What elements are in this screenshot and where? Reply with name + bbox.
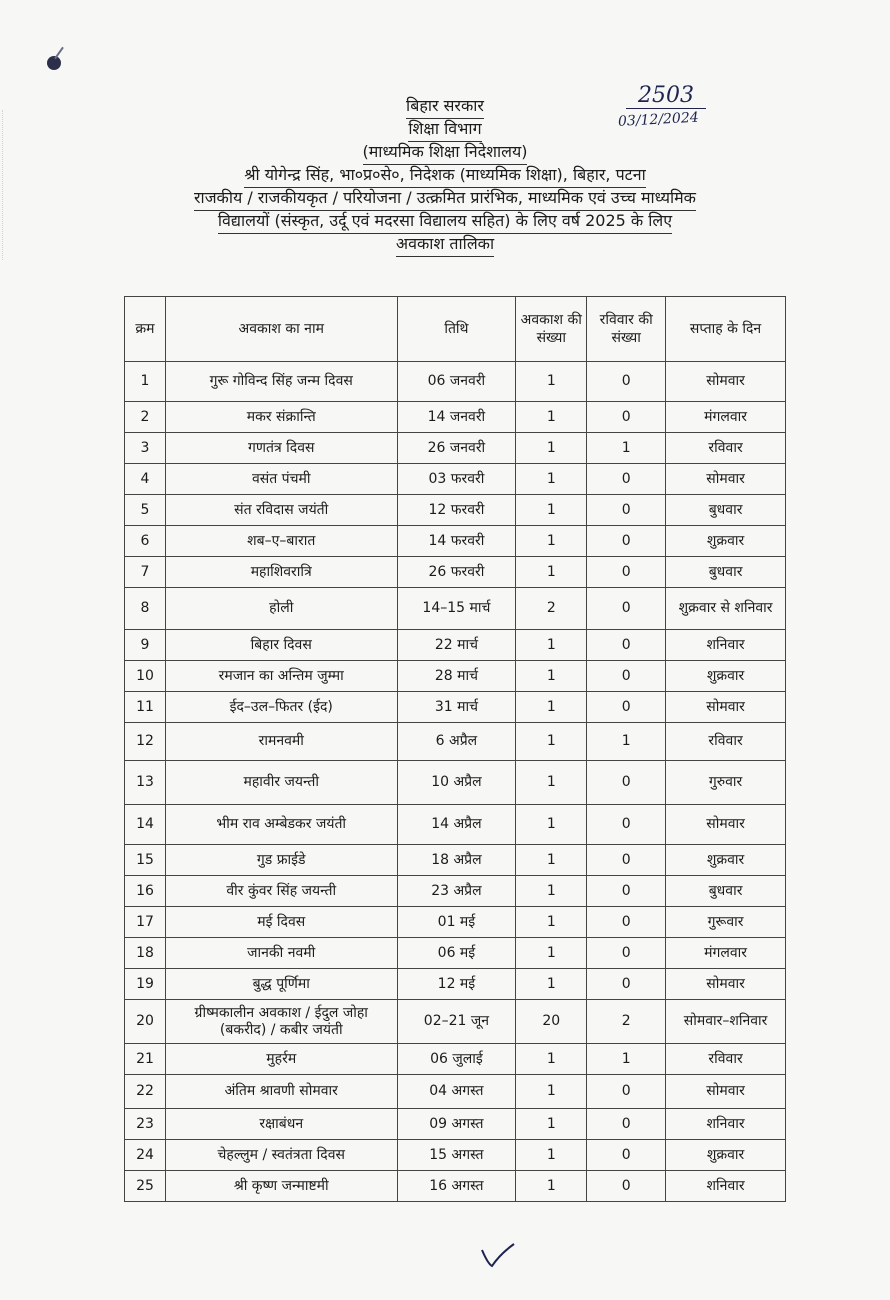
cell-weekday: शुक्रवार — [666, 526, 786, 557]
cell-sunday-count: 0 — [587, 495, 666, 526]
cell-sno: 20 — [125, 1000, 166, 1044]
cell-weekday: शुक्रवार से शनिवार — [666, 588, 786, 630]
cell-sunday-count: 0 — [587, 526, 666, 557]
cell-days-count: 1 — [516, 907, 587, 938]
cell-days-count: 1 — [516, 433, 587, 464]
cell-sno: 1 — [125, 362, 166, 402]
column-header-sundays: रविवार की संख्या — [587, 297, 666, 362]
cell-holiday-name: मुहर्रम — [165, 1044, 397, 1075]
cell-weekday: सोमवार — [666, 362, 786, 402]
cell-sunday-count: 0 — [587, 692, 666, 723]
cell-sunday-count: 1 — [587, 433, 666, 464]
cell-date: 22 मार्च — [397, 630, 516, 661]
table-row — [125, 907, 786, 938]
table-body — [125, 362, 786, 1202]
cell-weekday: शुक्रवार — [666, 845, 786, 876]
cell-sunday-count: 0 — [587, 761, 666, 805]
cell-date: 14–15 मार्च — [397, 588, 516, 630]
cell-holiday-name: अंतिम श्रावणी सोमवार — [165, 1075, 397, 1109]
cell-weekday: सोमवार — [666, 1075, 786, 1109]
cell-sunday-count: 0 — [587, 362, 666, 402]
table-row — [125, 1044, 786, 1075]
cell-days-count: 1 — [516, 1044, 587, 1075]
cell-date: 06 मई — [397, 938, 516, 969]
cell-date: 31 मार्च — [397, 692, 516, 723]
cell-sno: 23 — [125, 1109, 166, 1140]
table-row — [125, 723, 786, 761]
cell-sunday-count: 0 — [587, 969, 666, 1000]
cell-holiday-name: महाशिवरात्रि — [165, 557, 397, 588]
cell-date: 01 मई — [397, 907, 516, 938]
cell-holiday-name: रक्षाबंधन — [165, 1109, 397, 1140]
cell-holiday-name: वसंत पंचमी — [165, 464, 397, 495]
cell-sunday-count: 0 — [587, 876, 666, 907]
cell-sunday-count: 0 — [587, 1109, 666, 1140]
cell-weekday: रविवार — [666, 433, 786, 464]
table-row — [125, 692, 786, 723]
table-row — [125, 876, 786, 907]
cell-sunday-count: 0 — [587, 402, 666, 433]
cell-sno: 18 — [125, 938, 166, 969]
column-header-days: अवकाश की संख्या — [516, 297, 587, 362]
cell-days-count: 1 — [516, 402, 587, 433]
cell-holiday-name: संत रविदास जयंती — [165, 495, 397, 526]
cell-date: 03 फरवरी — [397, 464, 516, 495]
cell-days-count: 1 — [516, 362, 587, 402]
cell-date: 6 अप्रैल — [397, 723, 516, 761]
table-row — [125, 495, 786, 526]
cell-sno: 22 — [125, 1075, 166, 1109]
cell-days-count: 1 — [516, 661, 587, 692]
document-header — [0, 95, 890, 256]
cell-sno: 19 — [125, 969, 166, 1000]
cell-date: 02–21 जून — [397, 1000, 516, 1044]
cell-days-count: 1 — [516, 557, 587, 588]
subject-line-3: अवकाश तालिका — [396, 233, 494, 257]
cell-weekday: बुधवार — [666, 495, 786, 526]
cell-days-count: 20 — [516, 1000, 587, 1044]
cell-weekday: सोमवार–शनिवार — [666, 1000, 786, 1044]
cell-date: 16 अगस्त — [397, 1171, 516, 1202]
table-row — [125, 1171, 786, 1202]
cell-sunday-count: 0 — [587, 1171, 666, 1202]
officer-line: श्री योगेन्द्र सिंह, भा०प्र०से०, निदेशक (माध्यमिक शिक्षा), बिहार, पटना — [244, 164, 646, 188]
cell-holiday-name: बुद्ध पूर्णिमा — [165, 969, 397, 1000]
cell-sno: 24 — [125, 1140, 166, 1171]
cell-days-count: 1 — [516, 805, 587, 845]
cell-date: 14 अप्रैल — [397, 805, 516, 845]
table-row — [125, 938, 786, 969]
table-row — [125, 845, 786, 876]
cell-sno: 16 — [125, 876, 166, 907]
cell-holiday-name: गुड फ्राईडे — [165, 845, 397, 876]
cell-weekday: शनिवार — [666, 630, 786, 661]
column-header-date: तिथि — [397, 297, 516, 362]
cell-sno: 17 — [125, 907, 166, 938]
table-row — [125, 1075, 786, 1109]
cell-date: 28 मार्च — [397, 661, 516, 692]
table-row — [125, 969, 786, 1000]
table-row — [125, 761, 786, 805]
cell-sunday-count: 0 — [587, 630, 666, 661]
cell-days-count: 1 — [516, 630, 587, 661]
table-row — [125, 805, 786, 845]
cell-sunday-count: 1 — [587, 1044, 666, 1075]
department-title: शिक्षा विभाग — [408, 118, 481, 142]
cell-weekday: सोमवार — [666, 969, 786, 1000]
cell-days-count: 1 — [516, 969, 587, 1000]
cell-date: 18 अप्रैल — [397, 845, 516, 876]
cell-date: 14 फरवरी — [397, 526, 516, 557]
table-row — [125, 1109, 786, 1140]
cell-sunday-count: 0 — [587, 661, 666, 692]
table-row — [125, 402, 786, 433]
cell-sno: 11 — [125, 692, 166, 723]
checkmark-icon — [478, 1240, 518, 1270]
cell-sunday-count: 0 — [587, 845, 666, 876]
cell-days-count: 1 — [516, 526, 587, 557]
cell-days-count: 1 — [516, 1109, 587, 1140]
cell-sunday-count: 0 — [587, 805, 666, 845]
government-title: बिहार सरकार — [406, 95, 484, 119]
column-header-sno: क्रम — [125, 297, 166, 362]
cell-weekday: शनिवार — [666, 1109, 786, 1140]
cell-days-count: 1 — [516, 761, 587, 805]
cell-sno: 14 — [125, 805, 166, 845]
cell-holiday-name: चेहल्लुम / स्वतंत्रता दिवस — [165, 1140, 397, 1171]
table-row — [125, 464, 786, 495]
cell-weekday: शनिवार — [666, 1171, 786, 1202]
cell-sno: 13 — [125, 761, 166, 805]
cell-sno: 9 — [125, 630, 166, 661]
cell-date: 15 अगस्त — [397, 1140, 516, 1171]
cell-sunday-count: 0 — [587, 938, 666, 969]
cell-days-count: 1 — [516, 692, 587, 723]
cell-sunday-count: 0 — [587, 464, 666, 495]
cell-date: 10 अप्रैल — [397, 761, 516, 805]
cell-holiday-name: महावीर जयन्ती — [165, 761, 397, 805]
cell-holiday-name: भीम राव अम्बेडकर जयंती — [165, 805, 397, 845]
table-row — [125, 1140, 786, 1171]
cell-holiday-name: जानकी नवमी — [165, 938, 397, 969]
cell-sno: 4 — [125, 464, 166, 495]
cell-days-count: 1 — [516, 1140, 587, 1171]
table-row — [125, 661, 786, 692]
cell-holiday-name: ईद–उल–फितर (ईद) — [165, 692, 397, 723]
directorate-title: (माध्यमिक शिक्षा निदेशालय) — [363, 141, 528, 165]
cell-days-count: 1 — [516, 1075, 587, 1109]
cell-weekday: बुधवार — [666, 557, 786, 588]
cell-holiday-name: श्री कृष्ण जन्माष्टमी — [165, 1171, 397, 1202]
cell-holiday-name: होली — [165, 588, 397, 630]
cell-sno: 15 — [125, 845, 166, 876]
cell-weekday: शुक्रवार — [666, 1140, 786, 1171]
table-row — [125, 433, 786, 464]
cell-holiday-name: शब–ए–बारात — [165, 526, 397, 557]
subject-line-2: विद्यालयों (संस्कृत, उर्दू एवं मदरसा विद्यालय सहित) के लिए वर्ष 2025 के लिए — [218, 210, 672, 234]
cell-weekday: रविवार — [666, 723, 786, 761]
table-row — [125, 588, 786, 630]
cell-weekday: सोमवार — [666, 692, 786, 723]
cell-days-count: 1 — [516, 1171, 587, 1202]
cell-holiday-name: मई दिवस — [165, 907, 397, 938]
cell-date: 06 जुलाई — [397, 1044, 516, 1075]
cell-date: 26 फरवरी — [397, 557, 516, 588]
cell-days-count: 1 — [516, 845, 587, 876]
cell-days-count: 1 — [516, 938, 587, 969]
cell-sno: 10 — [125, 661, 166, 692]
cell-sunday-count: 1 — [587, 723, 666, 761]
cell-weekday: बुधवार — [666, 876, 786, 907]
holiday-table — [124, 296, 786, 1202]
letter-date: 03/12/2024 — [617, 109, 700, 130]
cell-sno: 3 — [125, 433, 166, 464]
cell-sunday-count: 0 — [587, 907, 666, 938]
cell-sunday-count: 0 — [587, 588, 666, 630]
cell-sunday-count: 0 — [587, 557, 666, 588]
cell-sno: 7 — [125, 557, 166, 588]
cell-days-count: 2 — [516, 588, 587, 630]
cell-holiday-name: रमजान का अन्तिम जुम्मा — [165, 661, 397, 692]
cell-holiday-name: मकर संक्रान्ति — [165, 402, 397, 433]
cell-date: 09 अगस्त — [397, 1109, 516, 1140]
cell-sno: 6 — [125, 526, 166, 557]
cell-date: 04 अगस्त — [397, 1075, 516, 1109]
cell-sunday-count: 0 — [587, 1140, 666, 1171]
cell-sunday-count: 2 — [587, 1000, 666, 1044]
cell-weekday: रविवार — [666, 1044, 786, 1075]
cell-sno: 12 — [125, 723, 166, 761]
cell-weekday: गुरूवार — [666, 907, 786, 938]
cell-holiday-name: बिहार दिवस — [165, 630, 397, 661]
cell-sno: 5 — [125, 495, 166, 526]
table-header-row — [125, 297, 786, 362]
cell-weekday: मंगलवार — [666, 938, 786, 969]
column-header-weekday: सप्ताह के दिन — [666, 297, 786, 362]
cell-date: 12 फरवरी — [397, 495, 516, 526]
table-row — [125, 526, 786, 557]
cell-date: 26 जनवरी — [397, 433, 516, 464]
cell-weekday: सोमवार — [666, 805, 786, 845]
cell-sunday-count: 0 — [587, 1075, 666, 1109]
cell-holiday-name: ग्रीष्मकालीन अवकाश / ईदुल जोहा (बकरीद) / कबीर जयंती — [165, 1000, 397, 1044]
cell-holiday-name: गणतंत्र दिवस — [165, 433, 397, 464]
cell-days-count: 1 — [516, 464, 587, 495]
cell-date: 23 अप्रैल — [397, 876, 516, 907]
cell-weekday: गुरुवार — [666, 761, 786, 805]
cell-sno: 2 — [125, 402, 166, 433]
cell-holiday-name: वीर कुंवर सिंह जयन्ती — [165, 876, 397, 907]
cell-sno: 21 — [125, 1044, 166, 1075]
table-row — [125, 362, 786, 402]
cell-date: 06 जनवरी — [397, 362, 516, 402]
subject-line-1: राजकीय / राजकीयकृत / परियोजना / उत्क्रमित प्रारंभिक, माध्यमिक एवं उच्च माध्यमिक — [194, 187, 696, 211]
table-row — [125, 1000, 786, 1044]
cell-weekday: सोमवार — [666, 464, 786, 495]
letter-number: 2503 — [626, 84, 706, 109]
table-row — [125, 630, 786, 661]
cell-days-count: 1 — [516, 495, 587, 526]
cell-date: 14 जनवरी — [397, 402, 516, 433]
cell-holiday-name: गुरू गोविन्द सिंह जन्म दिवस — [165, 362, 397, 402]
cell-weekday: मंगलवार — [666, 402, 786, 433]
cell-days-count: 1 — [516, 723, 587, 761]
cell-weekday: शुक्रवार — [666, 661, 786, 692]
table-row — [125, 557, 786, 588]
cell-days-count: 1 — [516, 876, 587, 907]
cell-sno: 25 — [125, 1171, 166, 1202]
cell-date: 12 मई — [397, 969, 516, 1000]
cell-sno: 8 — [125, 588, 166, 630]
cell-holiday-name: रामनवमी — [165, 723, 397, 761]
column-header-name: अवकाश का नाम — [165, 297, 397, 362]
